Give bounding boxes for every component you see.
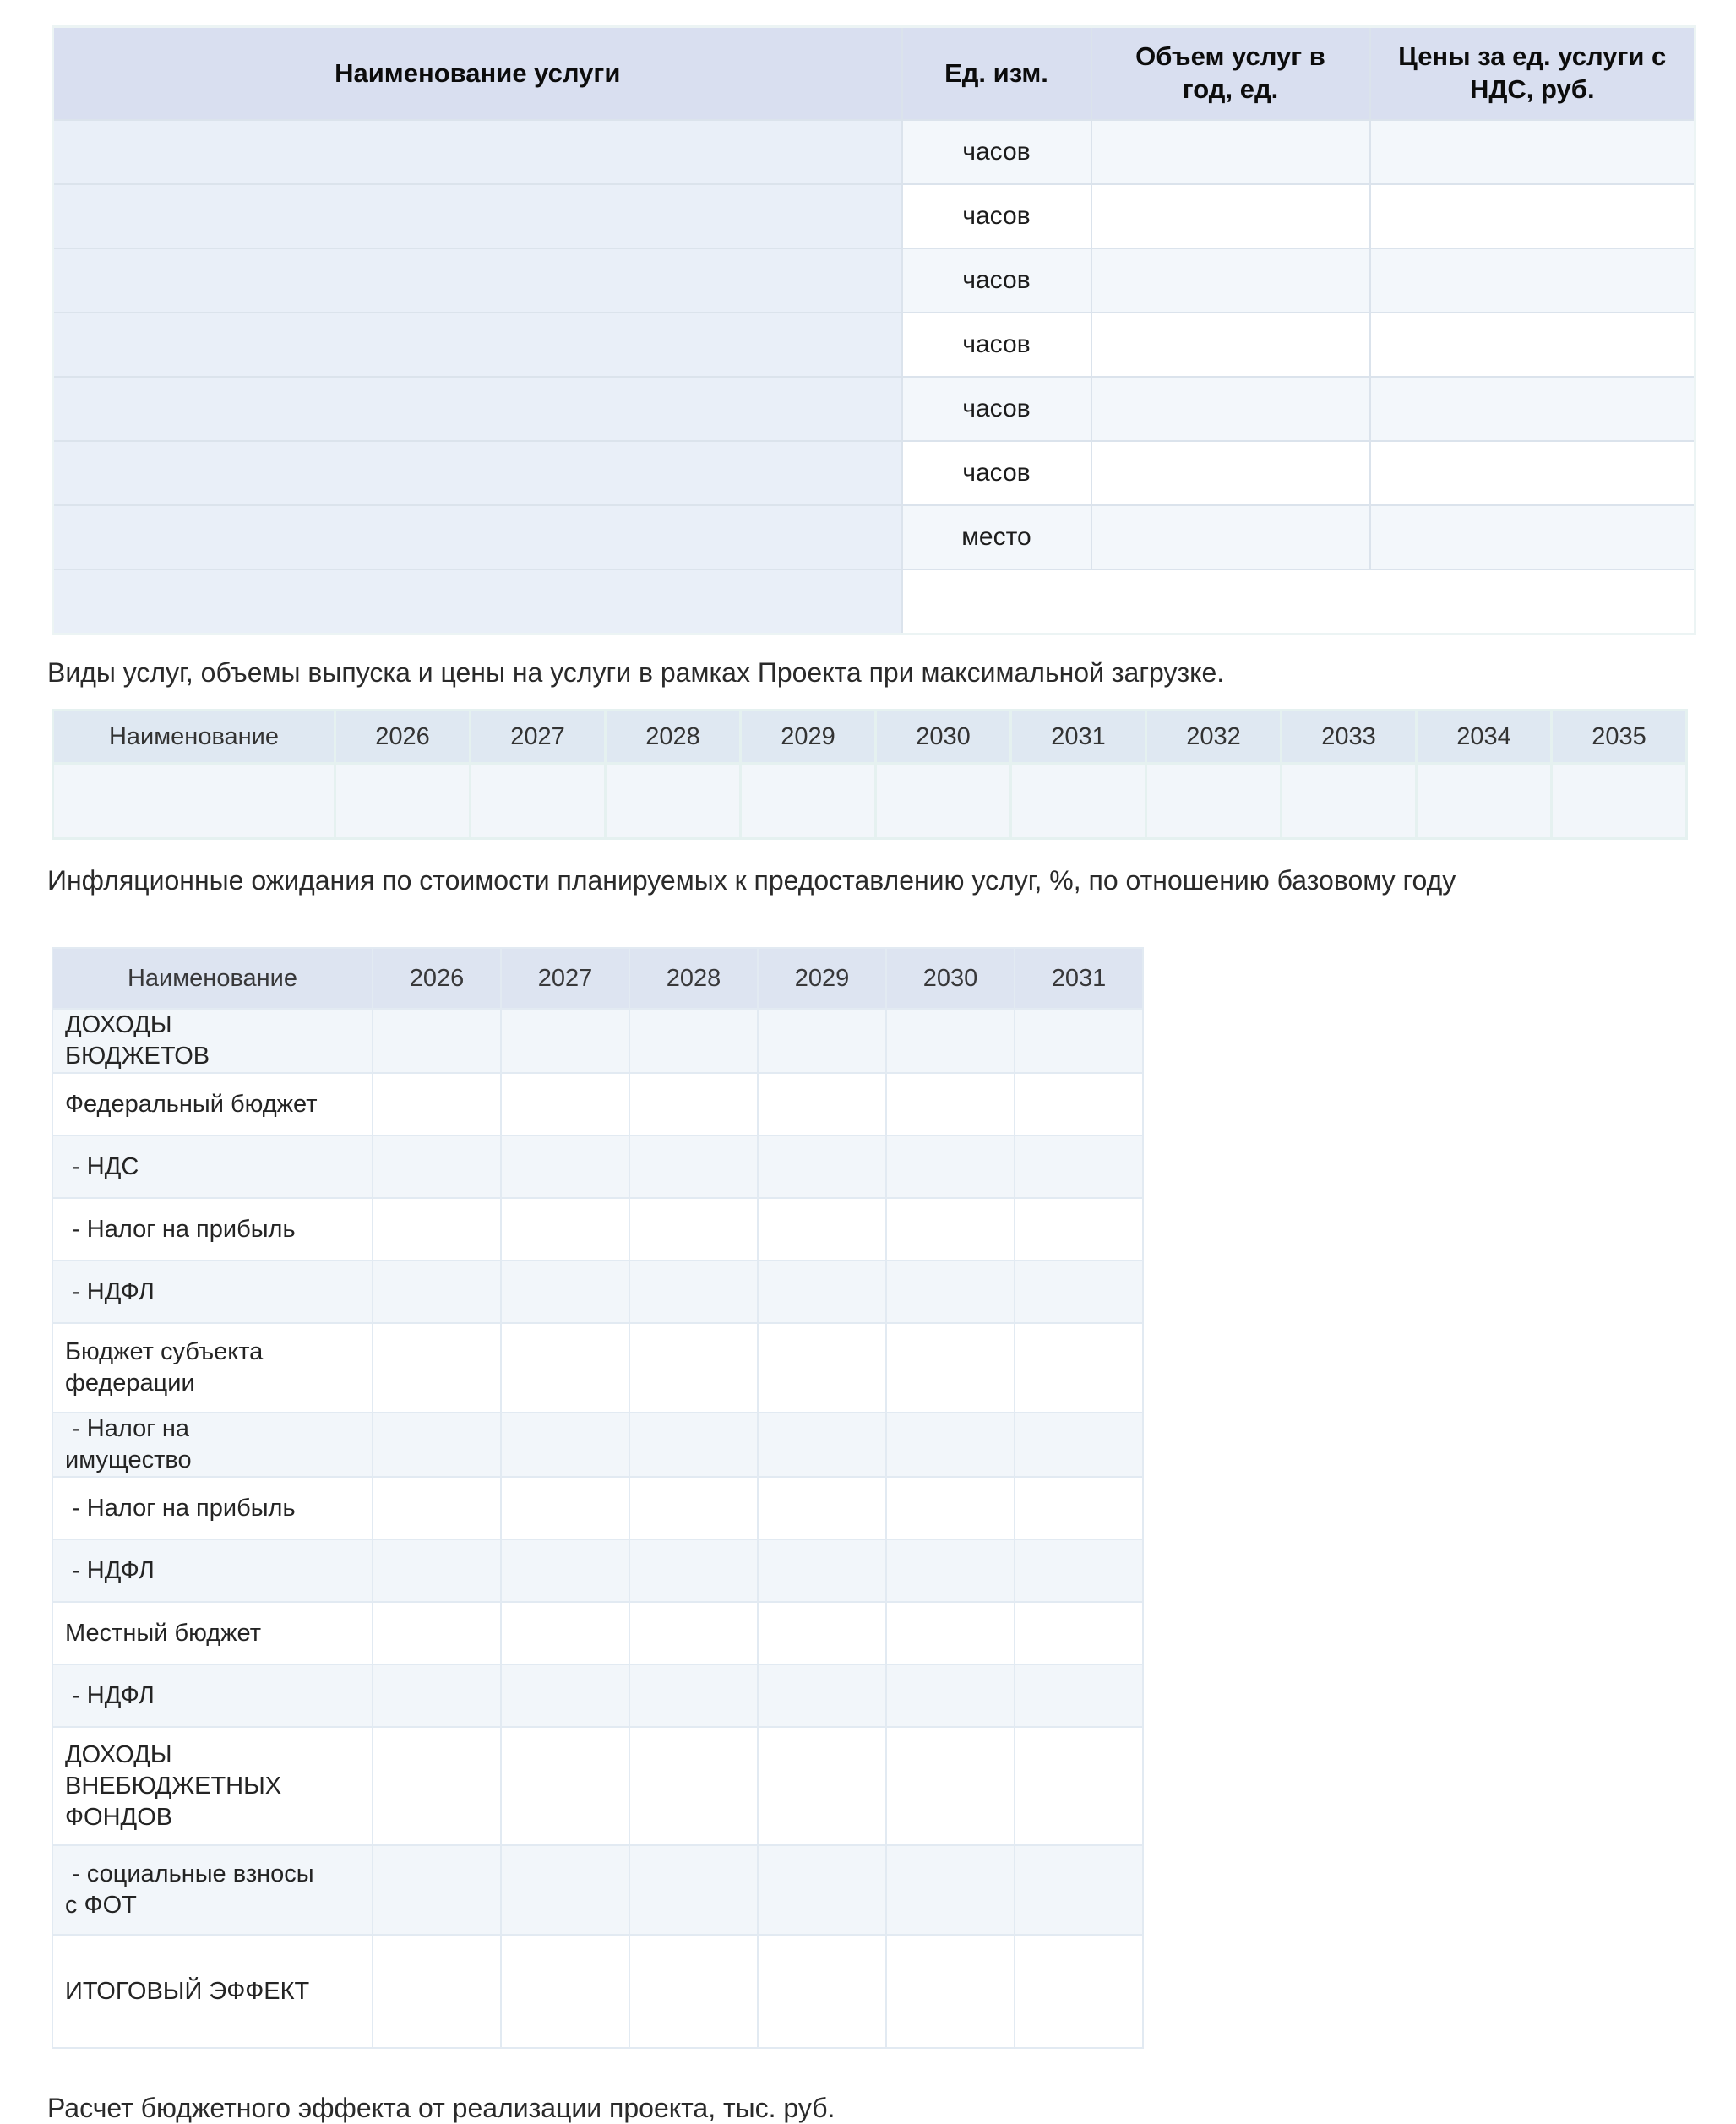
year-value-cell (1552, 764, 1687, 839)
row-label-cell: Федеральный бюджет (52, 1073, 373, 1136)
table-row (53, 441, 1695, 505)
year-value-cell (501, 1136, 629, 1198)
year-value-cell (886, 1009, 1015, 1073)
year-value-cell (886, 1845, 1015, 1935)
row-label-cell: - Налог на прибыль (52, 1477, 373, 1539)
year-value-cell (629, 1136, 758, 1198)
row-label-cell: - Налог на имущество (52, 1413, 373, 1477)
year-value-cell (1015, 1664, 1143, 1727)
service-name-cell (53, 569, 902, 634)
year-value-cell (629, 1009, 758, 1073)
column-header-year: 2026 (335, 711, 471, 764)
year-value-cell (1015, 1261, 1143, 1323)
year-value-cell (758, 1009, 886, 1073)
column-header-unit: Ед. изм. (902, 27, 1091, 121)
year-value-cell (373, 1935, 501, 2048)
column-header-year: 2031 (1011, 711, 1146, 764)
table-row (53, 120, 1695, 184)
year-value-cell (886, 1664, 1015, 1727)
year-value-cell (629, 1845, 758, 1935)
row-label-cell: - социальные взносы с ФОТ (52, 1845, 373, 1935)
caption-services: Виды услуг, объемы выпуска и цены на услуги в рамках Проекта при максимальной загрузке. (47, 657, 1225, 688)
year-value-cell (471, 764, 606, 839)
year-value-cell (501, 1664, 629, 1727)
table-row (52, 1935, 1143, 2048)
column-header-volume: Объем услуг в год, ед. (1091, 27, 1370, 121)
row-label-cell: ДОХОДЫ ВНЕБЮДЖЕТНЫХ ФОНДОВ (52, 1727, 373, 1845)
year-value-cell (373, 1664, 501, 1727)
table-row (52, 1323, 1143, 1413)
year-value-cell (1015, 1198, 1143, 1261)
table-row (52, 1539, 1143, 1602)
year-value-cell (629, 1539, 758, 1602)
year-value-cell (1015, 1136, 1143, 1198)
volume-cell (1091, 377, 1370, 441)
year-value-cell (501, 1727, 629, 1845)
year-value-cell (1015, 1413, 1143, 1477)
year-value-cell (1015, 1727, 1143, 1845)
table-row (52, 1261, 1143, 1323)
year-value-cell (373, 1539, 501, 1602)
year-value-cell (373, 1198, 501, 1261)
year-value-cell (373, 1261, 501, 1323)
column-header-year: 2030 (876, 711, 1011, 764)
year-value-cell (501, 1261, 629, 1323)
column-header-year: 2028 (606, 711, 741, 764)
column-header-year: 2031 (1015, 948, 1143, 1009)
year-value-cell (629, 1477, 758, 1539)
table-row (52, 1664, 1143, 1727)
year-value-cell (876, 764, 1011, 839)
year-value-cell (886, 1477, 1015, 1539)
table-row (52, 1845, 1143, 1935)
unit-cell: часов (902, 120, 1091, 184)
year-value-cell (758, 1727, 886, 1845)
volume-cell (1091, 313, 1370, 377)
year-value-cell (741, 764, 876, 839)
year-value-cell (629, 1413, 758, 1477)
year-value-cell (758, 1136, 886, 1198)
volume-cell (1091, 441, 1370, 505)
service-name-cell (53, 248, 902, 313)
column-header-year: 2030 (886, 948, 1015, 1009)
table-row (53, 764, 1687, 839)
name-cell (53, 764, 335, 839)
table-row (53, 248, 1695, 313)
year-value-cell (886, 1727, 1015, 1845)
column-header-year: 2029 (741, 711, 876, 764)
year-value-cell (758, 1198, 886, 1261)
year-value-cell (1015, 1009, 1143, 1073)
year-value-cell (886, 1136, 1015, 1198)
year-value-cell (758, 1073, 886, 1136)
column-header-year: 2028 (629, 948, 758, 1009)
year-value-cell (606, 764, 741, 839)
year-value-cell (501, 1477, 629, 1539)
column-header-service-name: Наименование услуги (53, 27, 902, 121)
year-value-cell (1015, 1845, 1143, 1935)
year-value-cell (758, 1664, 886, 1727)
year-value-cell (1282, 764, 1417, 839)
year-value-cell (629, 1935, 758, 2048)
max-load-years-table (52, 709, 1688, 840)
year-value-cell (1417, 764, 1552, 839)
table-row (53, 505, 1695, 569)
service-name-cell (53, 441, 902, 505)
year-value-cell (373, 1845, 501, 1935)
year-value-cell (1146, 764, 1282, 839)
table-row (52, 1477, 1143, 1539)
unit-cell: часов (902, 248, 1091, 313)
table-row (52, 1073, 1143, 1136)
year-value-cell (501, 1845, 629, 1935)
year-value-cell (758, 1413, 886, 1477)
year-value-cell (1015, 1477, 1143, 1539)
unit-cell: часов (902, 377, 1091, 441)
row-label-cell: ДОХОДЫ БЮДЖЕТОВ (52, 1009, 373, 1073)
table-row (52, 1727, 1143, 1845)
year-value-cell (335, 764, 471, 839)
year-value-cell (629, 1198, 758, 1261)
year-value-cell (1015, 1935, 1143, 2048)
year-value-cell (629, 1664, 758, 1727)
service-name-cell (53, 505, 902, 569)
row-label-cell: - НДС (52, 1136, 373, 1198)
year-value-cell (629, 1073, 758, 1136)
price-cell (1370, 441, 1695, 505)
year-value-cell (758, 1477, 886, 1539)
year-value-cell (501, 1073, 629, 1136)
year-value-cell (373, 1073, 501, 1136)
services-table-header-row (53, 27, 1695, 121)
year-value-cell (501, 1935, 629, 2048)
year-value-cell (758, 1935, 886, 2048)
row-label-cell: - НДФЛ (52, 1539, 373, 1602)
column-header-year: 2027 (471, 711, 606, 764)
year-value-cell (501, 1323, 629, 1413)
table-row (52, 1413, 1143, 1477)
table-row (52, 1009, 1143, 1073)
year-value-cell (886, 1413, 1015, 1477)
year-value-cell (373, 1727, 501, 1845)
column-header-year: 2035 (1552, 711, 1687, 764)
table-row (53, 313, 1695, 377)
row-label-cell: Бюджет субъекта федерации (52, 1323, 373, 1413)
unit-cell: часов (902, 441, 1091, 505)
row-label-cell: - НДФЛ (52, 1261, 373, 1323)
year-value-cell (758, 1261, 886, 1323)
year-value-cell (886, 1935, 1015, 2048)
column-header-name: Наименование (52, 948, 373, 1009)
year-value-cell (501, 1198, 629, 1261)
year-value-cell (501, 1413, 629, 1477)
caption-inflation: Инфляционные ожидания по стоимости планируемых к предоставлению услуг, %, по отношению базовому году (47, 865, 1456, 896)
year-value-cell (373, 1009, 501, 1073)
year-value-cell (886, 1602, 1015, 1664)
volume-cell (1091, 505, 1370, 569)
year-value-cell (501, 1539, 629, 1602)
service-name-cell (53, 184, 902, 248)
service-name-cell (53, 120, 902, 184)
service-name-cell (53, 377, 902, 441)
year-value-cell (886, 1261, 1015, 1323)
year-value-cell (629, 1727, 758, 1845)
year-value-cell (886, 1073, 1015, 1136)
price-cell (1370, 377, 1695, 441)
budget-effect-table (52, 947, 1144, 2049)
row-label-cell: Местный бюджет (52, 1602, 373, 1664)
year-value-cell (1011, 764, 1146, 839)
year-value-cell (373, 1602, 501, 1664)
table-row (52, 1602, 1143, 1664)
year-value-cell (886, 1198, 1015, 1261)
services-price-table (52, 25, 1696, 635)
column-header-year: 2026 (373, 948, 501, 1009)
volume-cell (1091, 248, 1370, 313)
column-header-year: 2029 (758, 948, 886, 1009)
year-value-cell (886, 1323, 1015, 1413)
column-header-price: Цены за ед. услуги с НДС, руб. (1370, 27, 1695, 121)
volume-cell (1091, 184, 1370, 248)
year-value-cell (501, 1009, 629, 1073)
year-value-cell (1015, 1323, 1143, 1413)
year-value-cell (758, 1602, 886, 1664)
year-value-cell (1015, 1073, 1143, 1136)
price-cell (1370, 505, 1695, 569)
table-row (53, 569, 1695, 634)
table-row (52, 1136, 1143, 1198)
row-label-cell: - Налог на прибыль (52, 1198, 373, 1261)
budget-header-row (52, 948, 1143, 1009)
column-header-year: 2033 (1282, 711, 1417, 764)
unit-cell: место (902, 505, 1091, 569)
year-value-cell (501, 1602, 629, 1664)
year-value-cell (758, 1539, 886, 1602)
year-value-cell (373, 1323, 501, 1413)
row-label-cell: - НДФЛ (52, 1664, 373, 1727)
year-value-cell (373, 1477, 501, 1539)
table-row (53, 377, 1695, 441)
table-row (53, 184, 1695, 248)
year-value-cell (629, 1602, 758, 1664)
column-header-year: 2027 (501, 948, 629, 1009)
column-header-year: 2034 (1417, 711, 1552, 764)
year-value-cell (886, 1539, 1015, 1602)
price-cell (1370, 248, 1695, 313)
unit-cell: часов (902, 184, 1091, 248)
year-value-cell (629, 1323, 758, 1413)
row-label-cell: ИТОГОВЫЙ ЭФФЕКТ (52, 1935, 373, 2048)
year-value-cell (629, 1261, 758, 1323)
year-value-cell (373, 1136, 501, 1198)
year-value-cell (1015, 1602, 1143, 1664)
service-name-cell (53, 313, 902, 377)
price-cell (1370, 184, 1695, 248)
column-header-name: Наименование (53, 711, 335, 764)
volume-cell (1091, 120, 1370, 184)
years-header-row (53, 711, 1687, 764)
merged-empty-cell (902, 569, 1695, 634)
price-cell (1370, 120, 1695, 184)
year-value-cell (1015, 1539, 1143, 1602)
price-cell (1370, 313, 1695, 377)
column-header-year: 2032 (1146, 711, 1282, 764)
year-value-cell (373, 1413, 501, 1477)
unit-cell: часов (902, 313, 1091, 377)
caption-budget: Расчет бюджетного эффекта от реализации проекта, тыс. руб. (47, 2093, 835, 2124)
table-row (52, 1198, 1143, 1261)
year-value-cell (758, 1323, 886, 1413)
year-value-cell (758, 1845, 886, 1935)
